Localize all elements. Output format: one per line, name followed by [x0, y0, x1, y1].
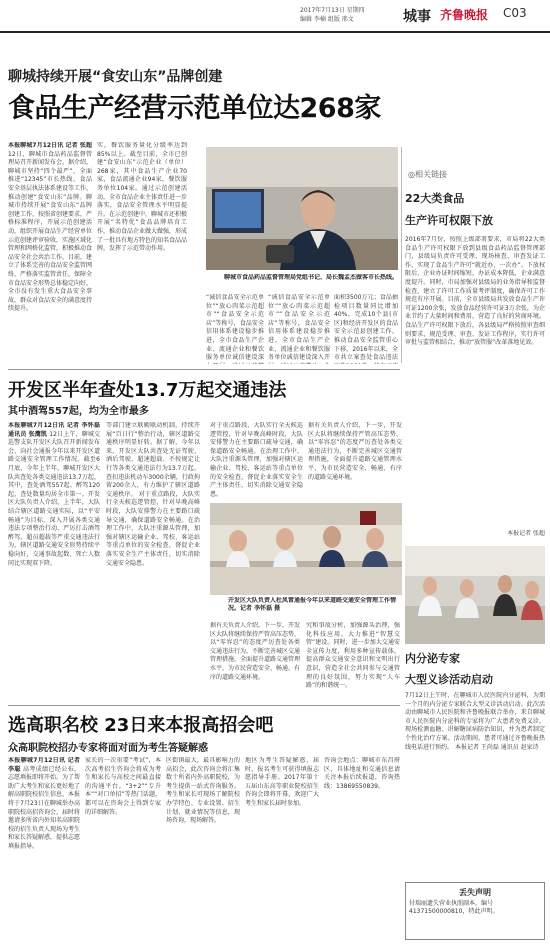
section-title: 城事 — [403, 9, 431, 25]
story1-col2: 实，餐饮服务量化分级率达到85%以上。截至目前，全市已创建“食安山东”示范企业（单位）268家，其中食品生产企业70家，食品流通企业94家，餐饮服务单位104家。通过示范创建活动，全市食品企业主体责任进一步落实，食品安全管理水平明显提升。在示范创建中，聊城市还积极开展“名特优”食品品牌培育工作，推动食品企业做大做强，形成了一批具有地方特色的知名食品品牌，发挥了示范带动作用。 — [97, 142, 187, 253]
side2-byline: 本报记者 王尚磊 通讯员 赵家诗 — [454, 743, 539, 751]
story-divider-2 — [8, 705, 400, 706]
side1-byline: 本报记者 张超 — [507, 530, 545, 537]
story2-photo — [210, 503, 402, 595]
header-rule — [0, 31, 550, 33]
story1-byline: 本报聊城7月12日讯 记者 张超 — [8, 142, 92, 149]
story3-subheadline: 众高职院校招办专家将面对面为考生答疑解惑 — [8, 743, 208, 754]
story3-col4-text: 地区为考生答疑解惑，届时，报名考生可获得填报志愿指导手册。2017年第十五届山东高等职业院校招生咨询会即将开幕，欢迎广大考生和家长届时参加。 — [245, 757, 319, 807]
story2-col1 — [8, 422, 100, 694]
side1-headline-1: 22大类食品 — [405, 192, 465, 205]
story2-photo-caption: 开发区大队负责人杜凤雷通报今年以来道路交通安全管理工作情况。记者 李怀磊 摄 — [228, 597, 397, 613]
story2-col3: 对于重点路段，大队实行全天候巡逻管控，针对早晚高峰时段，大队安排警力在主要路口疏导交通，确保道路安全畅通。在治理工作中，大队注重源头管理，加强对辖区运输企业、驾校、客运站等重点单位的安全检查，督促企业落实安全生产主体责任，切实消除交通安全隐患。 — [210, 422, 303, 498]
side1-headline-2: 生产许可权限下放 — [405, 214, 493, 227]
story2-headline: 开发区半年查处13.7万起交通违法 — [8, 380, 287, 401]
newspaper-logo: 齐鲁晚报 — [440, 8, 489, 22]
side2-headline-2: 大型义诊活动启动 — [405, 673, 493, 686]
story2-col5: 究和事故分析，加强源头治理，强化科技应用，大力推进“智慧交管”建设。同时，进一步加大交通安全宣传力度，利用多种宣传载体，提高群众交通安全意识和文明出行意识，营造全社会共同参与交通管理的良好氛围，努力实现“人车路”的和谐统一。 — [306, 622, 400, 690]
side2-body-text: 7月12日上午时，在聊城市人民医院内分泌科，为期一个月的内分泌专家联合大型义诊活动启动。此次活动由聊城市人民医院和齐鲁晚报联合举办，来自聊城市人民医院内分泌科的专家将为广大患者免费义诊，现场检测血糖、讲解糖尿病防治知识，并为患者制定个性化治疗方案。活动期间，患者可通过齐鲁晚报热线电话进行预约。 — [405, 692, 545, 751]
page-number: C03 — [503, 6, 527, 20]
story3-byline: 本报聊城7月12日讯 记者 李聪 — [8, 757, 80, 773]
story2-byline: 本报聊城7月12日讯 记者 李怀磊 通讯员 张鹰凯 — [8, 422, 100, 438]
column-divider — [401, 147, 402, 363]
story2-col2-text: 等部门建立联勤联动机制，持续开展“百日行”整治行动，辖区道路交通秩序明显好转。据了解，今年以来，开发区大队共查处无证驾驶、酒后驾驶、超速超载、不按规定让行等各类交通违法行为13.7万起，查扣违法机动车3000余辆，行政拘留200余人，有力维护了辖区道路交通秩序。 — [106, 422, 200, 498]
story2-col2 — [106, 422, 200, 694]
notice-body: 付瑞丽遗失营业执照副本，编号41371500000810，特此声明。 — [409, 900, 499, 916]
story2-col4: 据有关负责人介绍，下一步，开发区大队将继续保持严管高压态势，以“零容忍”的态度严厉查处各类交通违法行为，不断完善城区交通管理措施，全面提升道路交通管理水平，为市民营造安全、畅通、有序的道路交通环境。 — [210, 622, 300, 681]
story1-col3: “诚信食品安全示范单位”“放心肉菜示范超市”“食品安全示范店”等称号，食品安全信用体系建设稳步推进，全市食品生产企业、流通企业和餐饮服务单位诚信建设深 — [206, 294, 264, 362]
side1-body: 2016年7月份，按照上级部署要求，市局将22大类食品生产许可权限下放到县级食品药品监督管理部门，县级局负责许可受理、现场核查、审查发证工作，实现了食品生产许可“就近办、一次办”。下放权限后，企业办证时间缩短，办证成本降低，企业满意度提升。同时，市局加强对县级局的业务指导和监督检查，建立了许可工作质量考评制度，确保许可工作规范有序开展。目前，全市县级局共发放食品生产许可证1200余张，发放食品经营许可证3万余张，为企业节约了大量时间和费用，营造了良好的营商环境。食品生产许可权限下放后，各县级局严格按照审查细则要求，规范受理、审查、发证工作程序，实行许可审批与监管相结合，推动“放管服”改革落地见效。 — [405, 236, 545, 347]
story2-subheadline: 其中酒驾557起，均为全市最多 — [8, 406, 149, 417]
story-divider — [8, 369, 400, 370]
story3-col1-text: 高考成绩已经公布，志愿填报即将开始。为了帮助广大考生和家长更好地了解高职院校招生信息，本报将于7月23日在聊城举办高职院校高招咨询会，届时将邀请多所省内外知名高职院校的招生负责人现场为考生和家长答疑解惑，提供志愿填报指导。 — [8, 765, 80, 850]
story1-photo — [206, 147, 398, 270]
story3-col4 — [245, 757, 319, 940]
story3-col5-text: 咨询会地点：聊城市东昌府区，具体地址和交通信息请关注本报后续报道，咨询热线：13869550839。 — [324, 757, 400, 790]
story2-col3-text: 对于重点路段，大队实行全天候巡逻管控，针对早晚高峰时段，大队安排警力在主要路口疏导交通，确保道路安全畅通。在治理工作中，大队注重源头管理，加强对辖区运输企业、驾校、客运站等重点单位的安全检查，督促企业落实安全生产主体责任，切实消除交通安全隐患。 — [106, 490, 200, 567]
header-editors: 编辑 李楠 组版 邢文 — [300, 16, 354, 23]
story1-col4-left: “诚信食品安全示范单位”“放心肉菜示范超市”“食品安全示范店”等称号，食品安全信用体系建设稳步推进，全市食品生产企业、流通企业和餐饮服务单位诚信建设深入开 — [268, 294, 330, 362]
story1-headline: 食品生产经营示范单位达268家 — [8, 93, 381, 124]
story3-col3: 区街镇最大，最具影响力的高招会，此次咨询会将汇集数十所省内外高职院校，为考生提供一站式咨询服务。考生和家长可现场了解院校办学特色、专业设置、招生计划、就业情况等信息，现场咨询，现场解答。 — [166, 757, 240, 825]
notice-title: 丢失声明 — [459, 888, 491, 897]
side2-headline-1: 内分泌专家 — [405, 652, 460, 665]
story3-col1 — [8, 757, 80, 940]
side2-body — [405, 692, 545, 862]
header-date: 2017年7月13日 星期四 — [300, 7, 365, 14]
story3-col5 — [324, 757, 400, 940]
story1-kicker: 聊城持续开展“食安山东”品牌创建 — [8, 69, 223, 85]
story3-col2: 家长的一次重要“考试”，本次高考招生咨询会将成为考生和家长与高校之间最直接的沟通平台。“3+2”“专升本”“对口单招”等热门话题，都可以在咨询会上得到专家的详细解答。 — [85, 757, 161, 816]
story2-col3b: 据有关负责人介绍，下一步，开发区大队将继续保持严管高压态势，以“零容忍”的态度严厉查处各类交通违法行为，不断完善城区交通管理措施，全面提升道路交通管理水平，为市民营造安全、畅通、有序的道路交通环境。 — [308, 422, 402, 481]
side1-kicker: ◎相关链接 — [408, 170, 447, 179]
story1-col1 — [8, 142, 92, 364]
story1-photo-caption: 聊城市食品药品监督管理局党组书记、局长魏孟杰做客市长热线。 — [224, 274, 398, 281]
story2-col1-text: 12日上午，聊城交巡警支队开发区大队召开新闻发布会，向社会通报今年以来开发区道路交通安全管理工作情况。截至6月底，今年上半年，聊城开发区大队共查处各类交通违法13.7万起，其中，查处酒驾557起、醉驾120起，查处数量均居全市第一。开发区大队负责人介绍，上半年，大队结合辖区道路交通实际，以“平安畅通”为目标，深入开展各类交通违法专项整治行动，严厉打击酒驾醉驾、超员超载等严重交通违法行为，辖区道路交通安全形势持续平稳向好，交通事故起数、死亡人数同比实现双下降。 — [8, 430, 100, 567]
side2-photo — [405, 546, 545, 644]
story1-col4: 面积3500万元；食品抽检项目数量同比增加40%，完成10个县(市区)和经济开发区的食品安全示范县创建工作，推动食品安全监管重心下移，2016年以来，全市共立案查处食品违法 — [334, 294, 398, 362]
story1-col1-text: 12日，聊城市食品药品监督管理局召开新闻发布会，据介绍，聊城市坚持“四个最严”，全面推进“12345”市长热线、食品安全基层执法体系建设等工作，推动创建“食安山东”品牌。聊城市持续开展“食安山东”品牌创建工作，按照省创建要求，严格标准程序，开展示范创建活动，组织开展食品生产经营单位示范创建评审验收，实施区域化管理和网格化监管，积极推动食品安全社会共治工作，目前，建立了体系完善的食品安全监管网络，严格落实监管责任，保障全市食品安全形势总体稳定向好，全市没有发生重大食品安全事故，群众对食品安全的满意度持续提升。 — [8, 150, 92, 313]
story3-headline: 选高职名校 23日来本报高招会吧 — [8, 715, 274, 736]
